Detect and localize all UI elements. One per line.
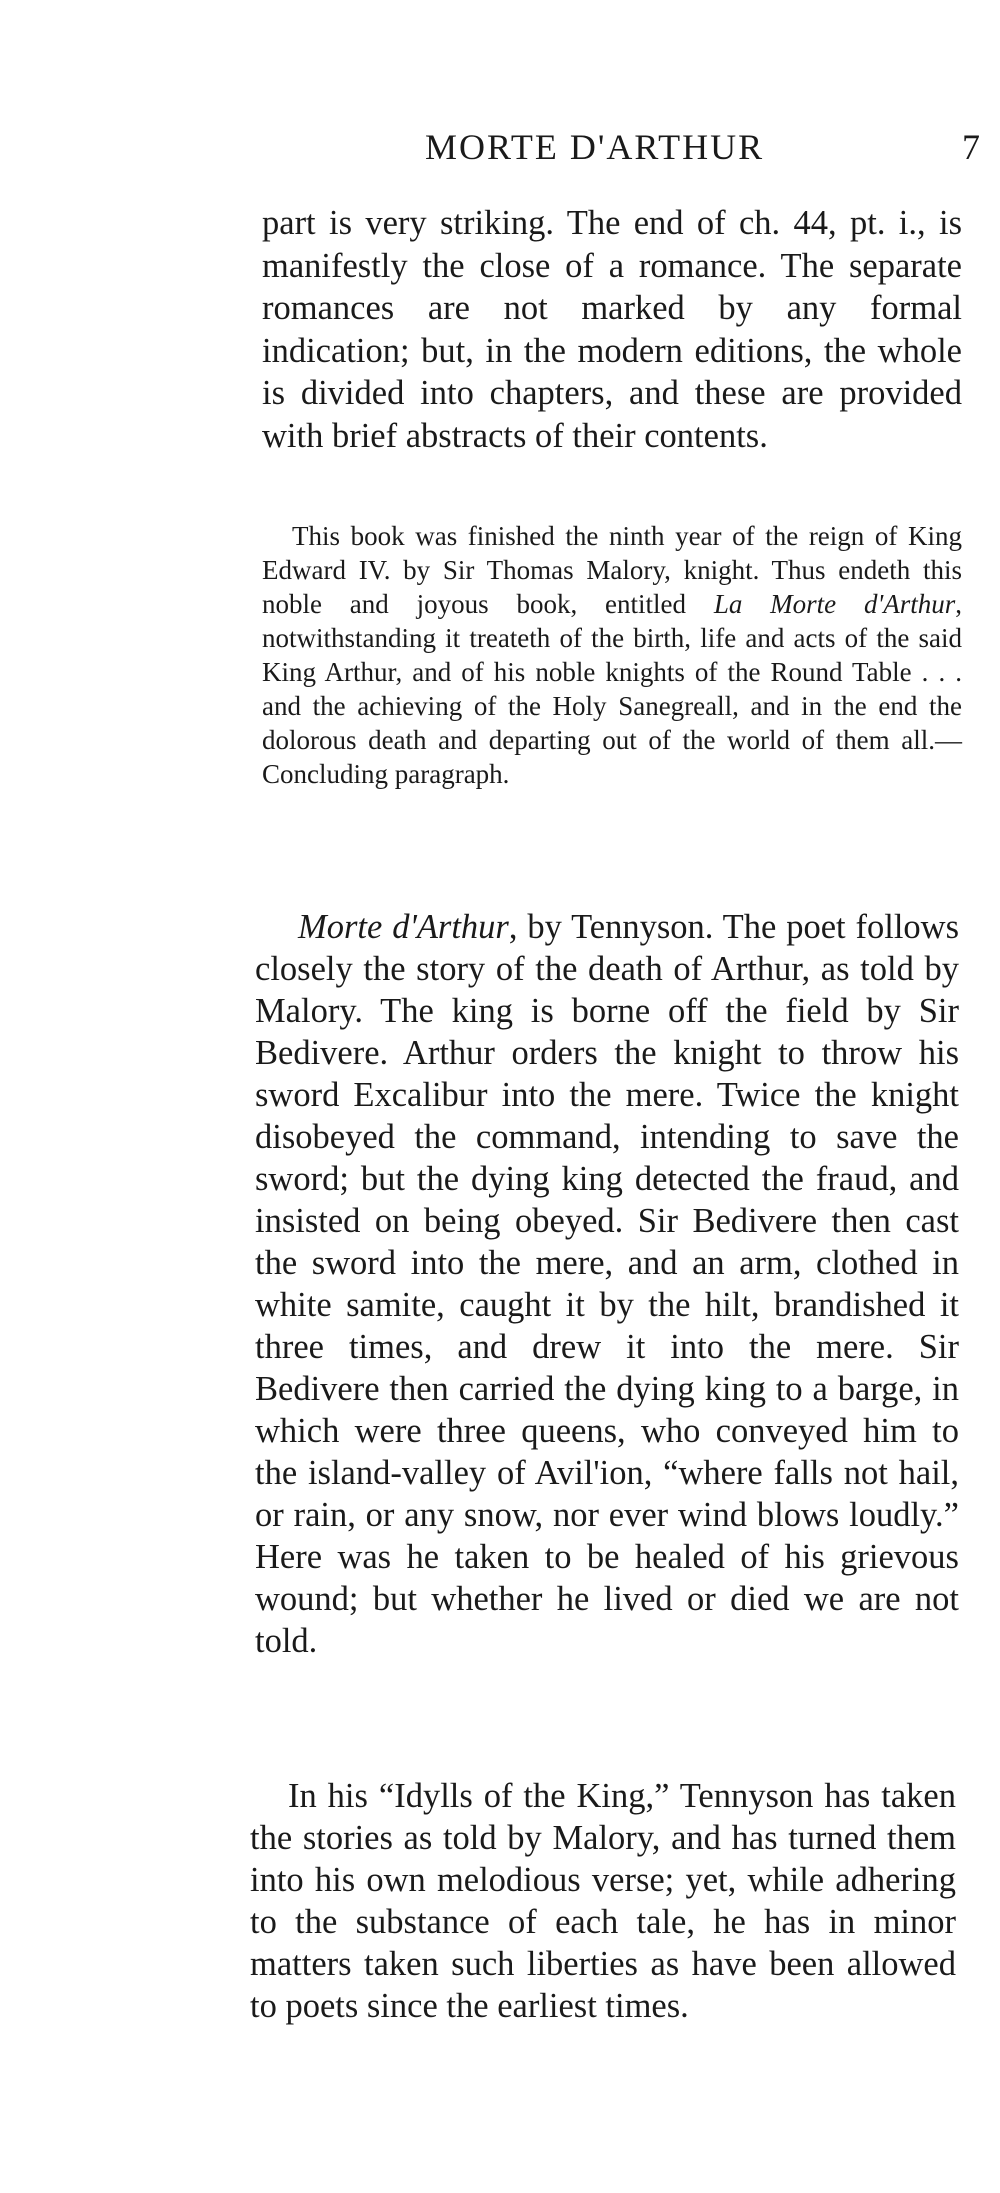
quoted-passage	[262, 519, 962, 791]
poem-title: Morte d'Arthur	[298, 908, 509, 946]
running-title: MORTE D'ARTHUR	[425, 127, 765, 167]
paragraph-tennyson-morte	[255, 906, 959, 1662]
page-number: 7	[962, 127, 980, 167]
paragraph-tennyson-morte-text: , by Tennyson. The poet follows closely the story of the death of Arthur, as told by Malory. The king is borne off the field by Sir Bedivere. Arthur orders the knight to throw his sword Excalibur into the mere. Twice the knight disobeyed the command, intending to save the sword; but the dying king detected the fraud, and insisted on being obeyed. Sir Bedivere then cast the sword into the mere, and an arm, clothed in white samite, caught it by the hilt, brandished it three times, and drew it into the mere. Sir Bedivere then carried the dying king to a barge, in which were three queens, who conveyed him to the island-valley of Avil'ion, “where falls not hail, or rain, or any snow, nor ever wind blows loudly.” Here was he taken to be healed of his grievous wound; but whether he lived or died we are not told.	[255, 908, 959, 1660]
quote-text-before-title: This book was finished the ninth year of the reign of King Edward IV. by Sir Thomas Malory, knight. Thus endeth this noble and joyous book, entitled	[262, 521, 962, 619]
paragraph-idylls: In his “Idylls of the King,” Tennyson has taken the stories as told by Malory, and has turned them into his own melodious verse; yet, while adhering to the substance of each tale, he has in minor matters taken such liberties as have been allowed to poets since the earliest times.	[250, 1777, 956, 2025]
paragraph-continuation: part is very striking. The end of ch. 44, pt. i., is manifestly the close of a romance. The separate romances are not marked by any formal indication; but, in the modern editions, the whole is divided into chapters, and these are provided with brief abstracts of their contents.	[262, 204, 962, 455]
running-head	[0, 122, 1000, 172]
quote-text-after-title: , notwithstanding it treateth of the birth, life and acts of the said King Arthur, and of his noble knights of the Round Table . . . and the achieving of the Holy Sanegreall, and in the end the dolorous death and departing out of the world of them all.—Concluding paragraph.	[262, 589, 962, 789]
quote-book-title: La Morte d'Arthur	[713, 589, 956, 619]
